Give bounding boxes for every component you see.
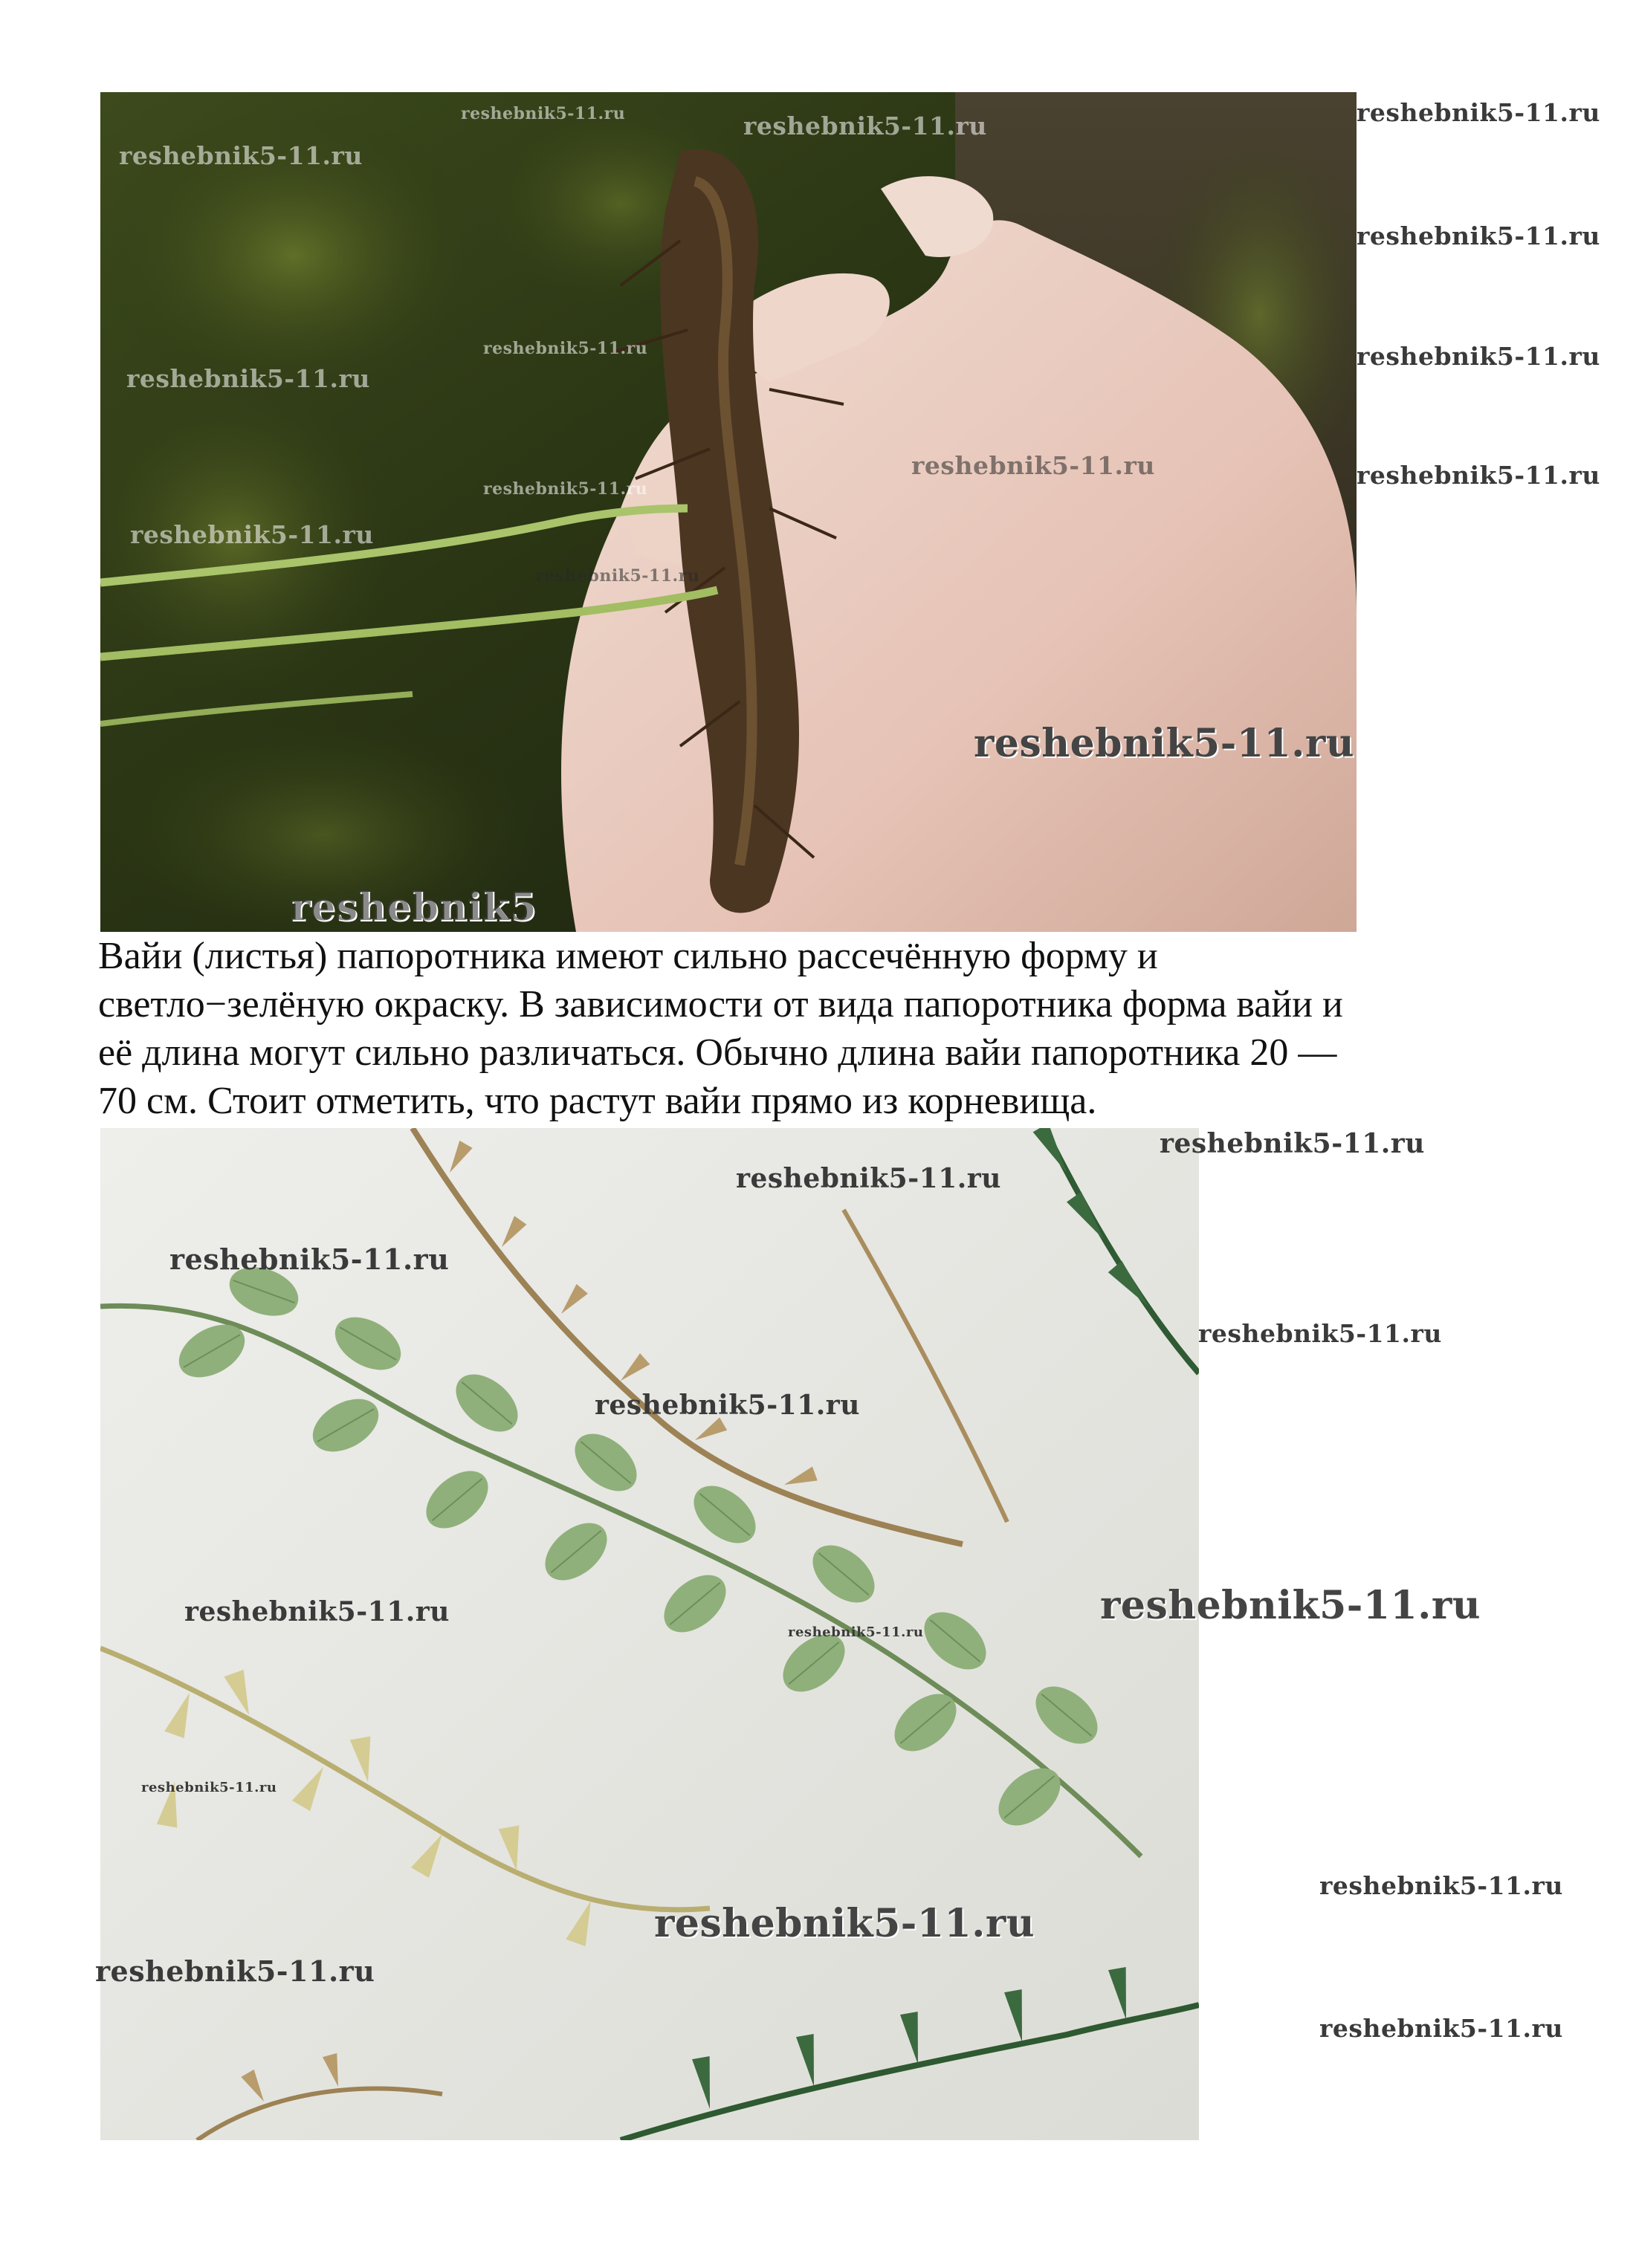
watermark-text: reshebnik5-11.ru — [95, 1954, 375, 1988]
watermark-text: reshebnik5-11.ru — [1319, 2014, 1563, 2043]
watermark-text: reshebnik5-11.ru — [1160, 1128, 1425, 1159]
watermark-text: reshebnik5-11.ru — [141, 1780, 277, 1795]
watermark-text: reshebnik5-11.ru — [1357, 461, 1600, 490]
watermark-text: reshebnik5-11.ru — [461, 104, 626, 123]
fronds-photo — [100, 1128, 1199, 2140]
watermark-text: reshebnik5-11.ru — [119, 141, 363, 170]
watermark-text: reshebnik5-11.ru — [483, 339, 648, 358]
watermark-text: reshebnik5-11.ru — [736, 1163, 1001, 1194]
watermark-text: reshebnik5-11.ru — [654, 1901, 1035, 1946]
paragraph-text: Вайи (листья) папоротника имеют сильно рассечённую форму и светло−зелёную окраску. В зависимости от вида папоротника форма вайи и её длина могут сильно различаться. Обычно длина вайи папоротника 20 — 70 см. Стоит отметить, что растут вайи прямо из корневища. — [98, 935, 1343, 1122]
watermark-text: reshebnik5-11.ru — [483, 479, 648, 499]
watermark-text: reshebnik5 — [290, 884, 537, 930]
watermark-text: reshebnik5-11.ru — [911, 451, 1155, 480]
watermark-text: reshebnik5-11.ru — [1357, 98, 1600, 127]
watermark-text: reshebnik5-11.ru — [595, 1390, 860, 1421]
watermark-text: reshebnik5-11.ru — [184, 1596, 450, 1627]
watermark-text: reshebnik5-11.ru — [788, 1624, 924, 1640]
watermark-text: reshebnik5-11.ru — [130, 520, 374, 549]
watermark-text: reshebnik5-11.ru — [1357, 342, 1600, 371]
watermark-text: reshebnik5-11.ru — [535, 566, 700, 586]
watermark-text: reshebnik5-11.ru — [1198, 1319, 1442, 1348]
watermark-text: reshebnik5-11.ru — [743, 111, 987, 140]
watermark-text: reshebnik5-11.ru — [1319, 1871, 1563, 1900]
watermark-text: reshebnik5-11.ru — [169, 1242, 450, 1276]
rhizome-photo — [100, 92, 1357, 932]
watermark-text: reshebnik5-11.ru — [1357, 221, 1600, 250]
watermark-text: reshebnik5-11.ru — [1100, 1583, 1481, 1628]
watermark-text: reshebnik5-11.ru — [126, 364, 370, 393]
watermark-text: reshebnik5-11.ru — [974, 721, 1355, 766]
